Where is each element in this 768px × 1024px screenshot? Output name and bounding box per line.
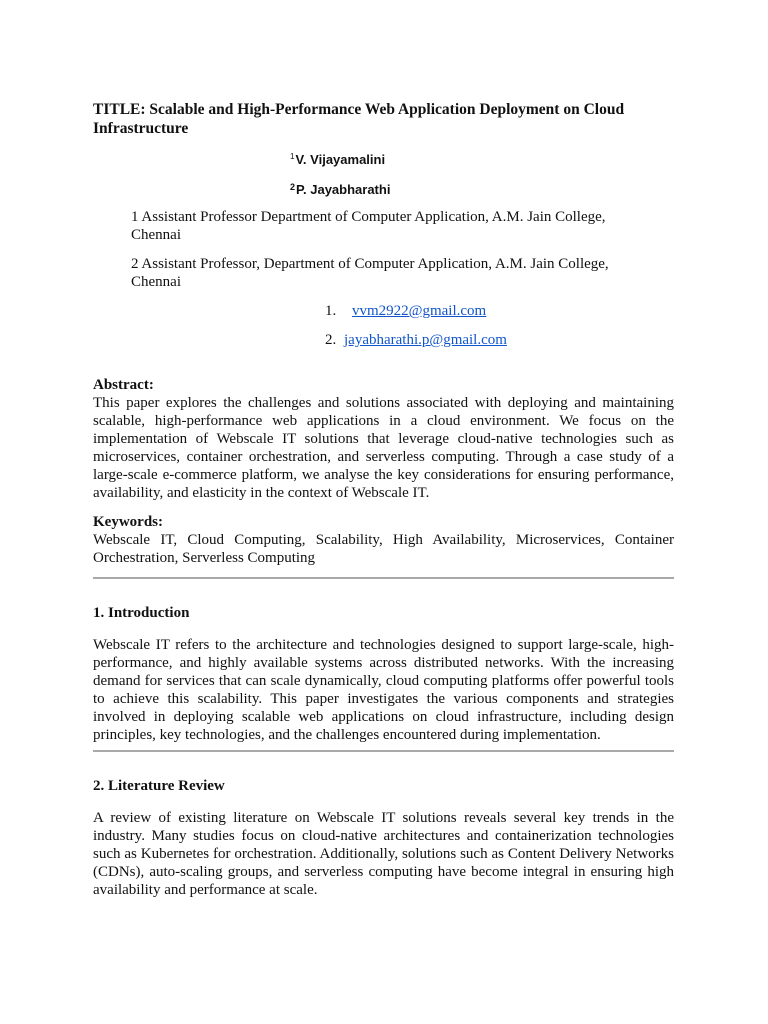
affiliation-2: 2 Assistant Professor, Department of Computer Application, A.M. Jain College, Chennai xyxy=(131,256,609,290)
section-introduction xyxy=(93,604,674,744)
section-heading: 1. Introduction xyxy=(93,605,190,621)
author-1-name: V. Vijayamalini xyxy=(295,152,386,167)
abstract-block xyxy=(93,376,674,502)
keywords-text: Webscale IT, Cloud Computing, Scalability, High Availability, Microservices, Container Orchestration, Serverless Computing xyxy=(93,532,674,566)
email-item-1 xyxy=(325,302,486,320)
section-text: A review of existing literature on Webscale IT solutions reveals several key trends in the industry. Many studies focus on cloud-native architectures and containerization technologies such as Kubernetes for orchestration. Additionally, solutions such as Content Delivery Networks (CDNs), auto-scaling groups, and serverless computing have become integral in ensuring high availability and performance at scale. xyxy=(93,810,674,898)
email-link-1[interactable]: vvm2922@gmail.com xyxy=(352,303,487,319)
abstract-heading: Abstract: xyxy=(93,377,154,393)
author-2-name: P. Jayabharathi xyxy=(296,182,391,197)
section-divider xyxy=(93,577,674,579)
section-literature-review xyxy=(93,777,674,899)
section-text: Webscale IT refers to the architecture and technologies designed to support large-scale, high-performance, and highly available systems across distributed networks. With the increasing demand for services that can scale dynamically, cloud computing platforms offer powerful tools to achieve this scalability. This paper investigates the various components and strategies involved in deploying scalable web applications on cloud infrastructure, including design principles, key technologies, and the challenges encountered during implementation. xyxy=(93,637,674,743)
keywords-block xyxy=(93,513,674,567)
paper-title: TITLE: Scalable and High-Performance Web Application Deployment on Cloud Infrastructure xyxy=(93,101,625,137)
section-heading: 2. Literature Review xyxy=(93,778,225,794)
email-2-number: 2. xyxy=(325,332,337,348)
affiliation-1: 1 Assistant Professor Department of Computer Application, A.M. Jain College, Chennai xyxy=(131,209,606,243)
email-item-2 xyxy=(325,331,507,349)
keywords-heading: Keywords: xyxy=(93,514,163,530)
email-link-2[interactable]: jayabharathi.p@gmail.com xyxy=(344,332,507,348)
author-2 xyxy=(290,178,390,199)
author-1-marker: 1 xyxy=(290,152,295,161)
author-2-marker: 2 xyxy=(290,182,296,192)
section-divider xyxy=(93,750,674,752)
author-1 xyxy=(290,148,385,169)
abstract-text: This paper explores the challenges and solutions associated with deploying and maintaining scalable, high-performance web applications in a cloud environment. We focus on the implementation of Webscale IT solutions that leverage cloud-native technologies such as microservices, container orchestration, and serverless computing. Through a case study of a large-scale e-commerce platform, we analyse the key considerations for ensuring performance, availability, and elasticity in the context of Webscale IT. xyxy=(93,395,674,501)
email-1-number: 1. xyxy=(325,303,337,319)
